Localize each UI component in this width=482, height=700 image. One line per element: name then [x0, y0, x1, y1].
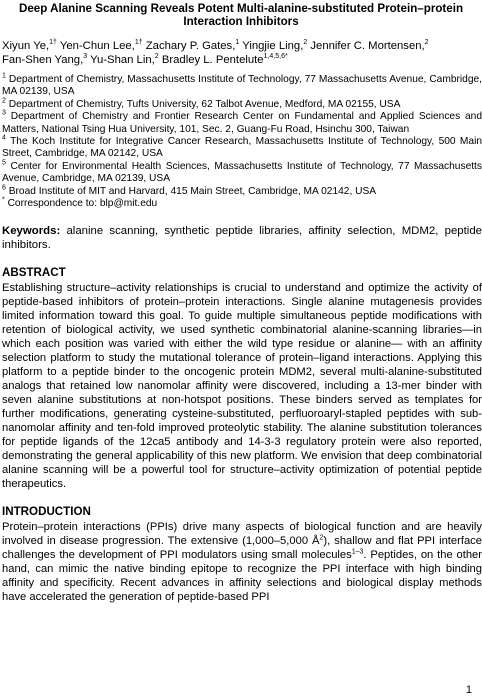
- author-affil-sup: 2: [154, 52, 159, 60]
- affil-text: Broad Institute of MIT and Harvard, 415 Main Street, Cambridge, MA 02142, USA: [5, 185, 377, 197]
- page-number: 1: [465, 684, 472, 696]
- author-name: Fan-Shen Yang,: [2, 53, 84, 66]
- author-list: [2, 40, 482, 67]
- keywords-text: alanine scanning, synthetic peptide libraries, affinity selection, MDM2, peptide inhibitors.: [2, 225, 482, 252]
- author-affil-sup: 2: [424, 39, 429, 47]
- correspondence: [2, 198, 482, 210]
- affil-marker: 4: [2, 134, 6, 142]
- affiliation-6: [2, 186, 482, 198]
- author-name: Yu-Shan Lin,: [87, 53, 155, 66]
- author-affil-sup: 1,4,5,6*: [263, 52, 288, 60]
- author-name: Zachary P. Gates,: [142, 40, 236, 52]
- author-affil-sup: 2: [303, 39, 308, 47]
- affiliation-1: [2, 74, 482, 99]
- abstract-heading: ABSTRACT: [2, 266, 66, 280]
- introduction-heading: INTRODUCTION: [2, 505, 91, 519]
- author-affil-sup: 1: [235, 39, 240, 47]
- author-name: Xiyun Ye,: [2, 40, 50, 52]
- affiliation-4: [2, 136, 482, 161]
- affiliation-list: [2, 74, 482, 210]
- affiliation-5: [2, 161, 482, 186]
- abstract-body: Establishing structure–activity relationships is crucial to understand and optimize the activity of peptide-based inhibitors of protein–protein interactions. Single alanine mutagenesis provides limited information toward this goal. To guide multiple simultaneous peptide modifications with retention of biological activity, we used synthetic combinatorial alanine-scanning libraries—in which each position was varied with either the wild type residue or alanine— with an affinity selection platform to study the mutational tolerance of protein–ligand interactions. Applying this platform to a peptide binder to the oncogenic protein MDM2, several multi-alanine-substituted analogs that retained low nanomolar affinity were discovered, including a 13-mer binder with seven alanine substitutions at non-hotspot positions. These binders served as templates for further modifications, generating cysteine-substituted, perfluoroaryl-stapled peptides with sub-nanomolar affinity and ten-fold improved proteolytic stability. The alanine substitution tolerances for peptide ligands of the 12ca5 antibody and 14-3-3 regulatory protein were also reported, demonstrating the general applicability of this new platform. We envision that deep combinatorial alanine scanning will be a powerful tool for structure–activity optimization of potential peptide therapeutics.: [2, 282, 482, 491]
- affil-marker: 1: [2, 72, 6, 80]
- intro-text: . Peptides, on the other hand, can mimic the native binding epitope to recognize the PPI interface with high binding affinity and specificity. Recent advances in affinity selections and biological display methods have accelerated the generation of peptide-based PPI: [2, 549, 482, 604]
- affil-text: Department of Chemistry and Frontier Research Center on Fundamental and Applied Sciences and Matters, National Tsing Hua University, 101, Sec. 2, Guang-Fu Road, Hsinchu 300, Taiwan: [2, 111, 482, 135]
- affil-marker: 6: [2, 184, 6, 192]
- author-name: Yen-Chun Lee,: [56, 40, 135, 52]
- keywords-label: Keywords:: [2, 225, 61, 238]
- author-line-1: [2, 40, 482, 54]
- affil-text: Center for Environmental Health Sciences, Massachusetts Institute of Technology, 77 Massachusetts Avenue, Cambridge, MA 02139, USA: [2, 160, 482, 185]
- affil-marker: *: [2, 196, 5, 204]
- author-name: Yingjie Ling,: [239, 40, 304, 52]
- intro-superscript: 2: [319, 534, 324, 542]
- author-name: Jennifer C. Mortensen,: [307, 40, 425, 52]
- affil-text: Department of Chemistry, Tufts University, 62 Talbot Avenue, Medford, MA 02155, USA: [5, 98, 401, 110]
- keywords: [2, 224, 482, 252]
- author-line-2: [2, 54, 482, 68]
- author-affil-sup: 1†: [134, 39, 143, 47]
- paper-title: Deep Alanine Scanning Reveals Potent Multi-alanine-substituted Protein–protein Interaction Inhibitors: [18, 2, 464, 28]
- citation-superscript: 1–3: [351, 548, 364, 556]
- affiliation-2: [2, 99, 482, 111]
- author-affil-sup: 3: [83, 52, 88, 60]
- affil-marker: 2: [2, 97, 6, 105]
- affil-text: The Koch Institute for Integrative Cancer Research, Massachusetts Institute of Technology, 500 Main Street, Cambridge, MA 02142, USA: [2, 136, 482, 160]
- author-affil-sup: 1†: [49, 39, 57, 47]
- affil-text: Department of Chemistry, Massachusetts Institute of Technology, 77 Massachusetts Avenue, Cambridge, MA 02139, USA: [2, 74, 482, 98]
- author-name: Bradley L. Pentelute: [158, 53, 264, 66]
- intro-text: ), shallow and flat PPI interface challenges the development of PPI modulators using small molecules: [2, 535, 482, 562]
- introduction-body: [2, 520, 482, 604]
- affil-marker: 5: [2, 159, 6, 167]
- affiliation-3: [2, 111, 482, 136]
- intro-text: Protein–protein interactions (PPIs) drive many aspects of biological function and are heavily involved in disease progression. The extensive (1,000–5,000 Å: [2, 521, 482, 548]
- affil-marker: 3: [2, 109, 6, 117]
- affil-text: Correspondence to: blp@mit.edu: [4, 198, 158, 210]
